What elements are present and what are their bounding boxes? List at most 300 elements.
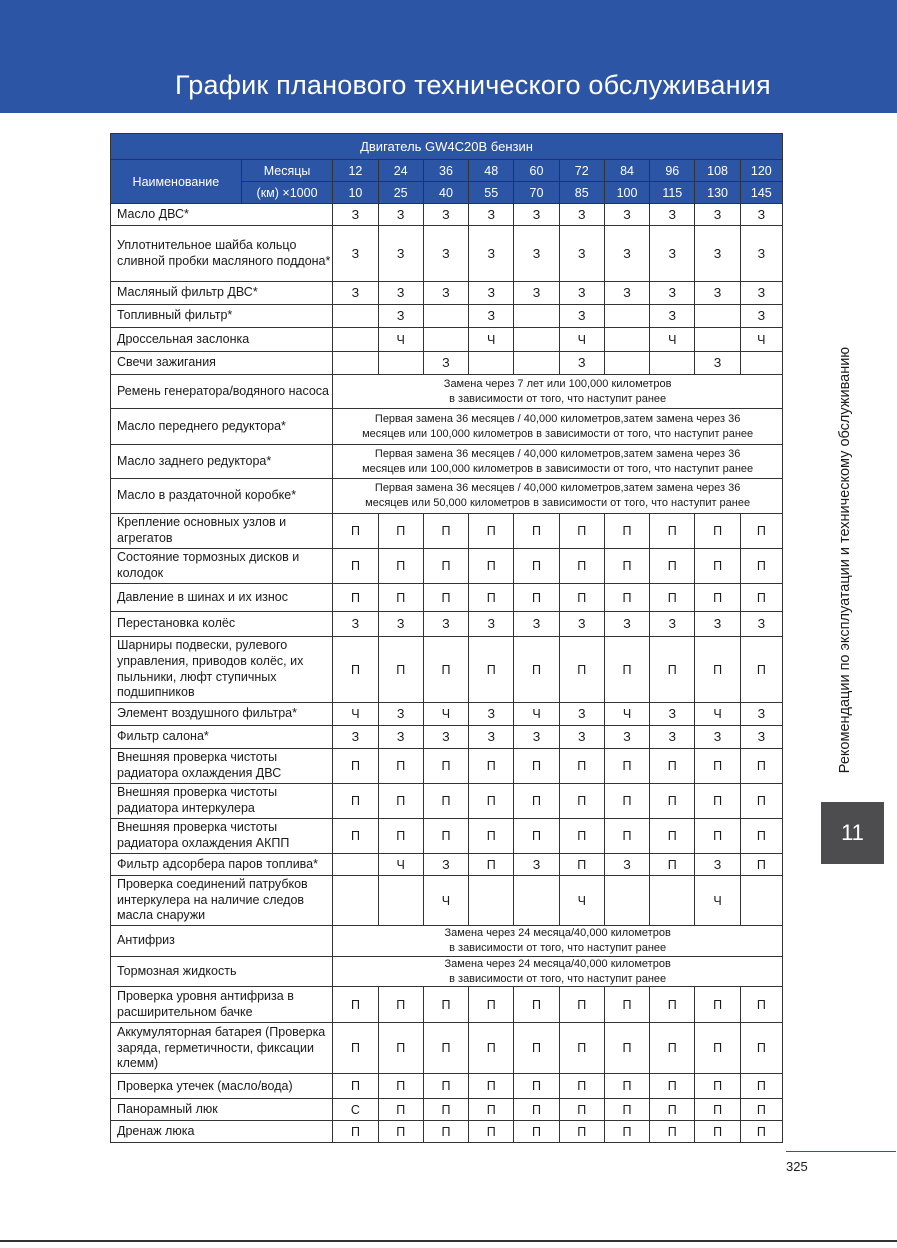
table-row	[111, 328, 783, 352]
schedule-cell: П	[740, 1121, 782, 1143]
row-note: Первая замена 36 месяцев / 40,000 километров,затем замена через 36 месяцев или 50,000 километров в зависимости от того, что наступит ранее	[333, 479, 783, 514]
schedule-cell: П	[604, 637, 649, 703]
month-header: 96	[650, 160, 695, 182]
table-row	[111, 549, 783, 584]
table-row	[111, 926, 783, 957]
page-number: 325	[786, 1159, 808, 1174]
table-row	[111, 514, 783, 549]
row-name: Внешняя проверка чистоты радиатора интеркулера	[111, 784, 333, 819]
schedule-cell: З	[378, 726, 423, 749]
row-note: Замена через 24 месяца/40,000 километров в зависимости от того, что наступит ранее	[333, 926, 783, 957]
table-row	[111, 1074, 783, 1099]
schedule-cell: П	[740, 749, 782, 784]
table-row	[111, 784, 783, 819]
schedule-cell: П	[740, 514, 782, 549]
schedule-cell: П	[333, 1023, 378, 1074]
schedule-cell	[333, 352, 378, 375]
row-name: Тормозная жидкость	[111, 956, 333, 987]
km-header: 145	[740, 182, 782, 204]
schedule-cell	[604, 352, 649, 375]
row-name: Внешняя проверка чистоты радиатора охлаждения ДВС	[111, 749, 333, 784]
table-row	[111, 1099, 783, 1121]
chapter-number-badge: 11	[821, 802, 884, 864]
schedule-cell: З	[740, 726, 782, 749]
schedule-cell: З	[423, 612, 468, 637]
schedule-cell: П	[740, 854, 782, 876]
row-name: Масло заднего редуктора*	[111, 445, 333, 479]
schedule-cell: П	[740, 1023, 782, 1074]
schedule-cell: П	[469, 549, 514, 584]
schedule-cell: П	[650, 549, 695, 584]
schedule-cell: З	[378, 204, 423, 226]
schedule-cell: З	[333, 726, 378, 749]
schedule-cell: П	[604, 749, 649, 784]
schedule-cell: З	[469, 204, 514, 226]
table-row	[111, 819, 783, 854]
schedule-cell: З	[650, 282, 695, 305]
table-row	[111, 204, 783, 226]
schedule-cell	[604, 876, 649, 926]
schedule-cell: С	[333, 1099, 378, 1121]
table-row	[111, 1023, 783, 1074]
schedule-cell: П	[378, 514, 423, 549]
table-row	[111, 749, 783, 784]
schedule-cell: П	[559, 784, 604, 819]
schedule-cell: П	[559, 514, 604, 549]
row-name: Масляный фильтр ДВС*	[111, 282, 333, 305]
table-row	[111, 226, 783, 282]
schedule-cell: З	[695, 726, 740, 749]
schedule-cell: Ч	[559, 876, 604, 926]
schedule-cell: П	[514, 1121, 559, 1143]
schedule-cell: П	[423, 1121, 468, 1143]
km-label: (км) ×1000	[241, 182, 333, 204]
schedule-cell: П	[423, 514, 468, 549]
schedule-cell: З	[333, 612, 378, 637]
page-title: График планового технического обслуживания	[175, 70, 771, 100]
schedule-cell: П	[423, 784, 468, 819]
row-name: Внешняя проверка чистоты радиатора охлаждения АКПП	[111, 819, 333, 854]
schedule-cell: П	[423, 549, 468, 584]
schedule-cell	[695, 305, 740, 328]
schedule-cell: П	[559, 1099, 604, 1121]
schedule-cell	[650, 352, 695, 375]
schedule-cell: З	[740, 282, 782, 305]
km-header: 85	[559, 182, 604, 204]
schedule-cell: П	[740, 987, 782, 1023]
maintenance-schedule-table	[110, 133, 783, 1143]
row-name: Проверка уровня антифриза в расширительном бачке	[111, 987, 333, 1023]
schedule-cell: П	[740, 784, 782, 819]
schedule-cell: З	[604, 204, 649, 226]
schedule-cell: З	[514, 282, 559, 305]
schedule-cell: З	[378, 226, 423, 282]
schedule-cell: П	[378, 749, 423, 784]
schedule-cell: П	[333, 749, 378, 784]
schedule-cell: З	[423, 352, 468, 375]
schedule-cell: З	[650, 703, 695, 726]
km-header: 130	[695, 182, 740, 204]
schedule-cell: П	[650, 784, 695, 819]
schedule-cell: Ч	[514, 703, 559, 726]
schedule-cell: П	[514, 1099, 559, 1121]
schedule-cell: П	[378, 1121, 423, 1143]
schedule-cell: З	[469, 305, 514, 328]
schedule-cell: З	[740, 703, 782, 726]
schedule-cell: П	[604, 1074, 649, 1099]
schedule-cell: З	[423, 282, 468, 305]
schedule-cell: З	[559, 305, 604, 328]
schedule-cell	[604, 328, 649, 352]
schedule-cell: П	[559, 854, 604, 876]
schedule-cell: П	[378, 819, 423, 854]
table-row	[111, 726, 783, 749]
row-name: Проверка соединений патрубков интеркулера на наличие следов масла снаружи	[111, 876, 333, 926]
schedule-cell: З	[695, 352, 740, 375]
km-header: 100	[604, 182, 649, 204]
schedule-cell	[514, 328, 559, 352]
schedule-cell: П	[695, 584, 740, 612]
schedule-cell	[333, 328, 378, 352]
row-name: Масло переднего редуктора*	[111, 409, 333, 445]
schedule-cell: Ч	[695, 876, 740, 926]
schedule-cell: П	[740, 637, 782, 703]
schedule-cell	[333, 876, 378, 926]
row-name: Антифриз	[111, 926, 333, 957]
schedule-cell: П	[740, 819, 782, 854]
schedule-cell	[514, 305, 559, 328]
schedule-cell: З	[650, 726, 695, 749]
header-banner	[0, 0, 897, 113]
row-note: Замена через 24 месяца/40,000 километров в зависимости от того, что наступит ранее	[333, 956, 783, 987]
schedule-cell: П	[650, 1121, 695, 1143]
schedule-cell: П	[469, 854, 514, 876]
month-header: 72	[559, 160, 604, 182]
row-name: Шарниры подвески, рулевого управления, приводов колёс, их пыльники, люфт ступичных подшипников	[111, 637, 333, 703]
schedule-cell: З	[469, 612, 514, 637]
schedule-cell: П	[469, 819, 514, 854]
schedule-cell: З	[378, 612, 423, 637]
schedule-cell: П	[333, 514, 378, 549]
month-header: 48	[469, 160, 514, 182]
schedule-cell: П	[333, 1074, 378, 1099]
table-row	[111, 305, 783, 328]
schedule-cell: П	[650, 819, 695, 854]
schedule-cell: З	[333, 204, 378, 226]
schedule-cell: П	[559, 1074, 604, 1099]
schedule-cell: З	[378, 703, 423, 726]
table-row	[111, 703, 783, 726]
schedule-cell: З	[695, 204, 740, 226]
table-row	[111, 375, 783, 409]
schedule-cell: З	[650, 612, 695, 637]
schedule-cell: З	[378, 305, 423, 328]
schedule-cell: З	[423, 204, 468, 226]
schedule-cell: П	[333, 784, 378, 819]
month-header: 84	[604, 160, 649, 182]
schedule-cell: П	[469, 514, 514, 549]
schedule-cell: Ч	[378, 854, 423, 876]
schedule-cell: П	[378, 549, 423, 584]
schedule-cell: П	[695, 514, 740, 549]
schedule-cell: З	[740, 612, 782, 637]
schedule-cell: П	[423, 987, 468, 1023]
row-note: Первая замена 36 месяцев / 40,000 километров,затем замена через 36 месяцев или 100,000 километров в зависимости от того, что наступит ранее	[333, 445, 783, 479]
schedule-cell: П	[469, 584, 514, 612]
schedule-cell: П	[333, 584, 378, 612]
schedule-cell: Ч	[740, 328, 782, 352]
row-name: Дренаж люка	[111, 1121, 333, 1143]
row-name: Масло ДВС*	[111, 204, 333, 226]
table-row	[111, 584, 783, 612]
schedule-cell: З	[695, 226, 740, 282]
schedule-cell: П	[695, 1074, 740, 1099]
schedule-cell: З	[604, 854, 649, 876]
schedule-cell: П	[650, 637, 695, 703]
schedule-cell: П	[604, 584, 649, 612]
km-header: 25	[378, 182, 423, 204]
schedule-cell: П	[469, 1074, 514, 1099]
month-header: 12	[333, 160, 378, 182]
schedule-cell: П	[604, 1099, 649, 1121]
schedule-cell: П	[650, 854, 695, 876]
row-name: Проверка утечек (масло/вода)	[111, 1074, 333, 1099]
schedule-cell: З	[650, 226, 695, 282]
row-name: Топливный фильтр*	[111, 305, 333, 328]
schedule-cell: П	[559, 819, 604, 854]
schedule-cell: З	[333, 226, 378, 282]
row-name: Свечи зажигания	[111, 352, 333, 375]
schedule-cell	[650, 876, 695, 926]
schedule-cell	[378, 352, 423, 375]
table-row	[111, 876, 783, 926]
schedule-cell: П	[695, 1023, 740, 1074]
table-row	[111, 1121, 783, 1143]
schedule-cell	[469, 352, 514, 375]
schedule-cell: П	[514, 1023, 559, 1074]
schedule-cell: З	[740, 226, 782, 282]
schedule-cell: З	[604, 726, 649, 749]
schedule-cell: П	[740, 1099, 782, 1121]
schedule-cell: П	[740, 1074, 782, 1099]
schedule-cell: П	[423, 749, 468, 784]
schedule-cell: З	[469, 703, 514, 726]
schedule-cell: Ч	[423, 876, 468, 926]
name-column-header: Наименование	[111, 160, 242, 204]
schedule-cell: П	[423, 1099, 468, 1121]
month-header: 24	[378, 160, 423, 182]
schedule-cell: П	[469, 749, 514, 784]
schedule-cell: П	[469, 784, 514, 819]
schedule-cell: Ч	[650, 328, 695, 352]
schedule-cell	[514, 352, 559, 375]
schedule-cell: П	[423, 1023, 468, 1074]
schedule-cell: З	[333, 282, 378, 305]
schedule-cell: П	[604, 1023, 649, 1074]
schedule-cell: П	[514, 549, 559, 584]
schedule-cell: З	[423, 726, 468, 749]
schedule-cell: З	[604, 612, 649, 637]
schedule-cell: П	[469, 1121, 514, 1143]
table-row	[111, 637, 783, 703]
schedule-cell: З	[514, 612, 559, 637]
schedule-cell: З	[559, 612, 604, 637]
schedule-cell: П	[514, 1074, 559, 1099]
schedule-cell: Ч	[604, 703, 649, 726]
month-header: 36	[423, 160, 468, 182]
km-header: 70	[514, 182, 559, 204]
schedule-cell: Ч	[559, 328, 604, 352]
schedule-cell	[423, 305, 468, 328]
bottom-rule	[0, 1240, 897, 1242]
schedule-cell: П	[695, 749, 740, 784]
schedule-cell: З	[695, 854, 740, 876]
schedule-cell	[333, 854, 378, 876]
schedule-cell: П	[514, 637, 559, 703]
table-row	[111, 854, 783, 876]
schedule-cell	[514, 876, 559, 926]
schedule-cell: П	[333, 987, 378, 1023]
schedule-cell: П	[650, 584, 695, 612]
schedule-cell: П	[514, 749, 559, 784]
schedule-cell: З	[604, 226, 649, 282]
schedule-cell: З	[695, 282, 740, 305]
schedule-cell: П	[650, 514, 695, 549]
schedule-cell: П	[378, 784, 423, 819]
row-note: Первая замена 36 месяцев / 40,000 километров,затем замена через 36 месяцев или 100,000 километров в зависимости от того, что наступит ранее	[333, 409, 783, 445]
schedule-cell: П	[695, 637, 740, 703]
schedule-cell: П	[695, 987, 740, 1023]
schedule-cell: З	[740, 305, 782, 328]
km-header: 55	[469, 182, 514, 204]
schedule-cell: П	[559, 549, 604, 584]
schedule-cell	[740, 352, 782, 375]
schedule-cell: П	[423, 1074, 468, 1099]
row-name: Панорамный люк	[111, 1099, 333, 1121]
schedule-cell: П	[695, 549, 740, 584]
schedule-cell: П	[469, 1099, 514, 1121]
schedule-cell: З	[469, 282, 514, 305]
table-row	[111, 282, 783, 305]
schedule-cell: П	[333, 637, 378, 703]
table-row	[111, 479, 783, 514]
schedule-body	[111, 204, 783, 1143]
schedule-cell: П	[695, 1121, 740, 1143]
schedule-cell: П	[559, 584, 604, 612]
schedule-cell: З	[514, 726, 559, 749]
schedule-cell: П	[695, 819, 740, 854]
row-name: Состояние тормозных дисков и колодок	[111, 549, 333, 584]
table-row	[111, 987, 783, 1023]
schedule-cell: П	[650, 1099, 695, 1121]
schedule-cell	[740, 876, 782, 926]
schedule-cell: З	[514, 204, 559, 226]
schedule-cell: З	[559, 703, 604, 726]
schedule-cell: З	[604, 282, 649, 305]
schedule-cell: П	[559, 637, 604, 703]
schedule-cell: П	[333, 1121, 378, 1143]
schedule-cell: П	[378, 637, 423, 703]
schedule-cell: П	[514, 987, 559, 1023]
table-row	[111, 409, 783, 445]
schedule-cell: З	[423, 854, 468, 876]
table-row	[111, 445, 783, 479]
km-header: 40	[423, 182, 468, 204]
schedule-cell: П	[650, 1023, 695, 1074]
row-name: Перестановка колёс	[111, 612, 333, 637]
schedule-cell: П	[559, 1023, 604, 1074]
month-header: 108	[695, 160, 740, 182]
month-header: 120	[740, 160, 782, 182]
schedule-cell: П	[695, 784, 740, 819]
schedule-cell: П	[423, 584, 468, 612]
footer-divider	[786, 1151, 896, 1152]
schedule-cell: П	[469, 637, 514, 703]
schedule-cell: З	[559, 726, 604, 749]
schedule-cell: П	[740, 549, 782, 584]
schedule-cell: З	[469, 726, 514, 749]
chapter-side-title: Рекомендации по эксплуатации и техническому обслуживанию	[837, 346, 853, 774]
schedule-cell: П	[650, 749, 695, 784]
schedule-cell: П	[514, 584, 559, 612]
schedule-cell: П	[423, 819, 468, 854]
table-row	[111, 612, 783, 637]
engine-title: Двигатель GW4C20B бензин	[111, 134, 783, 160]
schedule-cell: П	[740, 584, 782, 612]
schedule-cell: П	[423, 637, 468, 703]
schedule-cell: Ч	[469, 328, 514, 352]
schedule-cell: З	[650, 204, 695, 226]
schedule-cell: П	[604, 1121, 649, 1143]
schedule-cell	[604, 305, 649, 328]
row-note: Замена через 7 лет или 100,000 километров в зависимости от того, что наступит ранее	[333, 375, 783, 409]
schedule-cell: З	[378, 282, 423, 305]
row-name: Аккумуляторная батарея (Проверка заряда, герметичности, фиксации клемм)	[111, 1023, 333, 1074]
schedule-cell: П	[604, 987, 649, 1023]
schedule-cell	[378, 876, 423, 926]
schedule-cell: П	[378, 584, 423, 612]
month-header: 60	[514, 160, 559, 182]
schedule-cell: П	[604, 549, 649, 584]
table-row	[111, 352, 783, 375]
schedule-cell: З	[559, 282, 604, 305]
schedule-cell: П	[604, 819, 649, 854]
schedule-cell	[469, 876, 514, 926]
schedule-cell: П	[333, 549, 378, 584]
row-name: Фильтр салона*	[111, 726, 333, 749]
schedule-cell: П	[514, 514, 559, 549]
schedule-cell: П	[604, 784, 649, 819]
schedule-cell: З	[695, 612, 740, 637]
row-name: Ремень генератора/водяного насоса	[111, 375, 333, 409]
schedule-cell: З	[740, 204, 782, 226]
schedule-cell: З	[423, 226, 468, 282]
schedule-cell: П	[378, 1023, 423, 1074]
months-label: Месяцы	[241, 160, 333, 182]
schedule-cell: Ч	[333, 703, 378, 726]
schedule-cell: П	[559, 987, 604, 1023]
schedule-cell: П	[469, 1023, 514, 1074]
schedule-cell: П	[333, 819, 378, 854]
table-row	[111, 956, 783, 987]
schedule-cell	[423, 328, 468, 352]
schedule-cell: П	[695, 1099, 740, 1121]
schedule-cell: П	[514, 819, 559, 854]
schedule-cell: П	[650, 987, 695, 1023]
schedule-cell: П	[514, 784, 559, 819]
schedule-cell: Ч	[423, 703, 468, 726]
schedule-cell: З	[559, 204, 604, 226]
